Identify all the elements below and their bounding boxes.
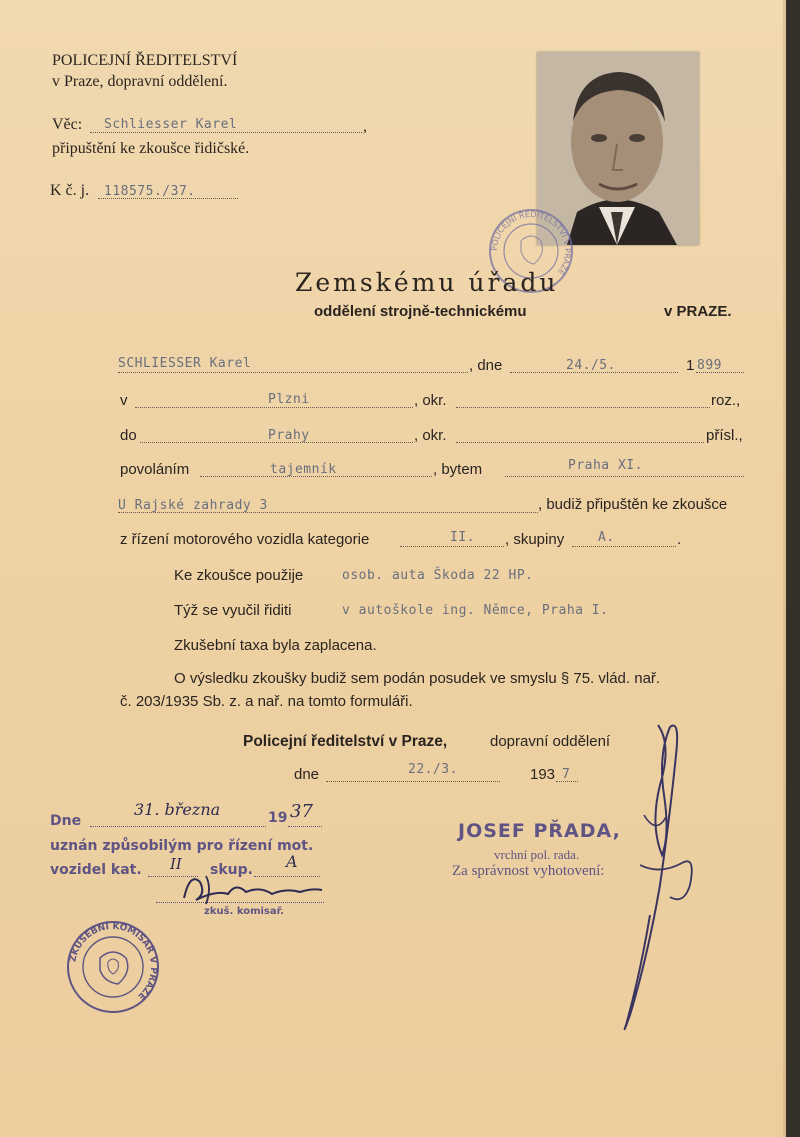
birth-year-suffix: 899 xyxy=(697,358,722,373)
result-line-1: O výsledku zkoušky budiž sem podán posudek ve smyslu § 75. vlád. nař. xyxy=(174,670,661,687)
exam-vozidel-label: vozidel kat. xyxy=(50,862,142,878)
district-line xyxy=(456,407,710,408)
applicant-name: SCHLIESSER Karel xyxy=(118,356,252,371)
birth-place-line xyxy=(135,407,413,408)
name-line xyxy=(118,372,468,373)
result-line-2: č. 203/1935 Sb. z. a nař. na tomto formuláři. xyxy=(120,693,413,710)
exam-recognized: uznán způsobilým pro řízení mot. xyxy=(50,838,314,854)
exam-vehicle-label: Ke zkoušce použije xyxy=(174,567,304,584)
exam-seal xyxy=(64,918,162,1016)
approver-name: JOSEF PŘADA, xyxy=(458,820,621,842)
page-edge xyxy=(786,0,800,1137)
trained-label: Týž se vyučil řiditi xyxy=(174,602,292,619)
skupiny-label: , skupiny xyxy=(505,531,565,548)
issuer-dne-label: dne xyxy=(294,766,320,783)
subject-line: připuštění ke zkoušce řidičské. xyxy=(52,140,250,157)
exam-year-prefix: 19 xyxy=(268,810,288,826)
category-line xyxy=(400,546,504,547)
do-label: do xyxy=(120,427,137,444)
exam-category: II xyxy=(170,855,182,873)
exam-dne-label: Dne xyxy=(50,813,82,829)
residence-line xyxy=(505,476,744,477)
authority-line-1: POLICEJNÍ ŘEDITELSTVÍ xyxy=(52,52,238,69)
job-value: tajemník xyxy=(270,462,337,477)
group-line xyxy=(572,546,676,547)
exam-date-handwritten: 31. března xyxy=(134,800,221,819)
issue-date-line xyxy=(326,781,500,782)
addressee-title: Zemskému úřadu xyxy=(295,268,559,297)
district2-line xyxy=(456,442,704,443)
issue-year-line xyxy=(556,781,578,782)
group-end: . xyxy=(677,531,682,548)
dne-label: , dne xyxy=(469,357,503,374)
residence-city: Praha XI. xyxy=(568,458,643,473)
issue-year-prefix: 193 xyxy=(530,766,556,783)
addressee-city: v PRAZE. xyxy=(664,303,732,320)
exam-seal-text: ZKUŠEBNÍ KOMISAŘ V PRAZE xyxy=(68,921,159,1002)
commissioner-label: zkuš. komisař. xyxy=(204,906,284,917)
exam-skup-label: skup. xyxy=(210,862,253,878)
birth-place: Plzni xyxy=(268,392,310,407)
police-seal-text: POLICEJNÍ ŘEDITELSTVÍ V PRAZE xyxy=(489,209,573,277)
issue-year-digit: 7 xyxy=(562,767,571,782)
birth-year-line xyxy=(696,372,744,373)
okr-label: , okr. xyxy=(414,392,447,409)
domicile: Prahy xyxy=(268,428,310,443)
birth-year-prefix: 1 xyxy=(686,357,695,374)
issuer-dept: dopravní oddělení xyxy=(490,733,611,750)
vec-line xyxy=(90,132,362,133)
vec-value: Schliesser Karel xyxy=(104,117,238,132)
exam-group: A xyxy=(286,852,298,871)
birth-day: 24./5. xyxy=(566,358,616,373)
approver-signature xyxy=(600,715,710,1045)
exam-year-line xyxy=(288,826,322,827)
kcj-label: K č. j. xyxy=(50,182,90,199)
vec-label: Věc: xyxy=(52,116,83,133)
kcj-value: 118575./37. xyxy=(104,184,196,199)
authority-line-2: v Praze, dopravní oddělení. xyxy=(52,73,228,90)
addressee-dept: oddělení strojně-technickému xyxy=(314,303,527,320)
job-label: povoláním xyxy=(120,461,190,478)
exam-year-handwritten: 37 xyxy=(290,801,313,822)
svg-text:POLICEJNÍ ŘEDITELSTVÍ V PRAZE xyxy=(490,210,572,277)
bytem-label: , bytem xyxy=(433,461,483,478)
category-value: II. xyxy=(450,530,475,545)
fee-paid: Zkušební taxa byla zaplacena. xyxy=(174,637,377,654)
issuer-signature-line: Policejní ředitelství v Praze, xyxy=(243,733,448,750)
prisl-label: přísl., xyxy=(706,427,743,444)
trained-at: v autoškole ing. Němce, Praha I. xyxy=(342,603,609,618)
svg-text:ZKUŠEBNÍ KOMISAŘ V PRAZE xyxy=(68,920,158,1001)
street: U Rajské zahrady 3 xyxy=(118,498,268,513)
issue-date: 22./3. xyxy=(408,762,458,777)
exam-date-line xyxy=(90,826,266,827)
vec-comma: , xyxy=(363,118,367,135)
commissioner-signature xyxy=(176,868,326,908)
permit-text: , budiž připuštěn ke zkoušce xyxy=(538,496,728,513)
approver-correctness: Za správnost vyhotovení: xyxy=(452,863,605,879)
approver-title: vrchní pol. rada. xyxy=(494,847,580,862)
okr2-label: , okr. xyxy=(414,427,447,444)
group-value: A. xyxy=(598,530,615,545)
v-label: v xyxy=(120,392,128,409)
roz-label: roz., xyxy=(711,392,741,409)
vehicle-text: z řízení motorového vozidla kategorie xyxy=(120,531,370,548)
exam-vehicle: osob. auta Škoda 22 HP. xyxy=(342,568,534,583)
